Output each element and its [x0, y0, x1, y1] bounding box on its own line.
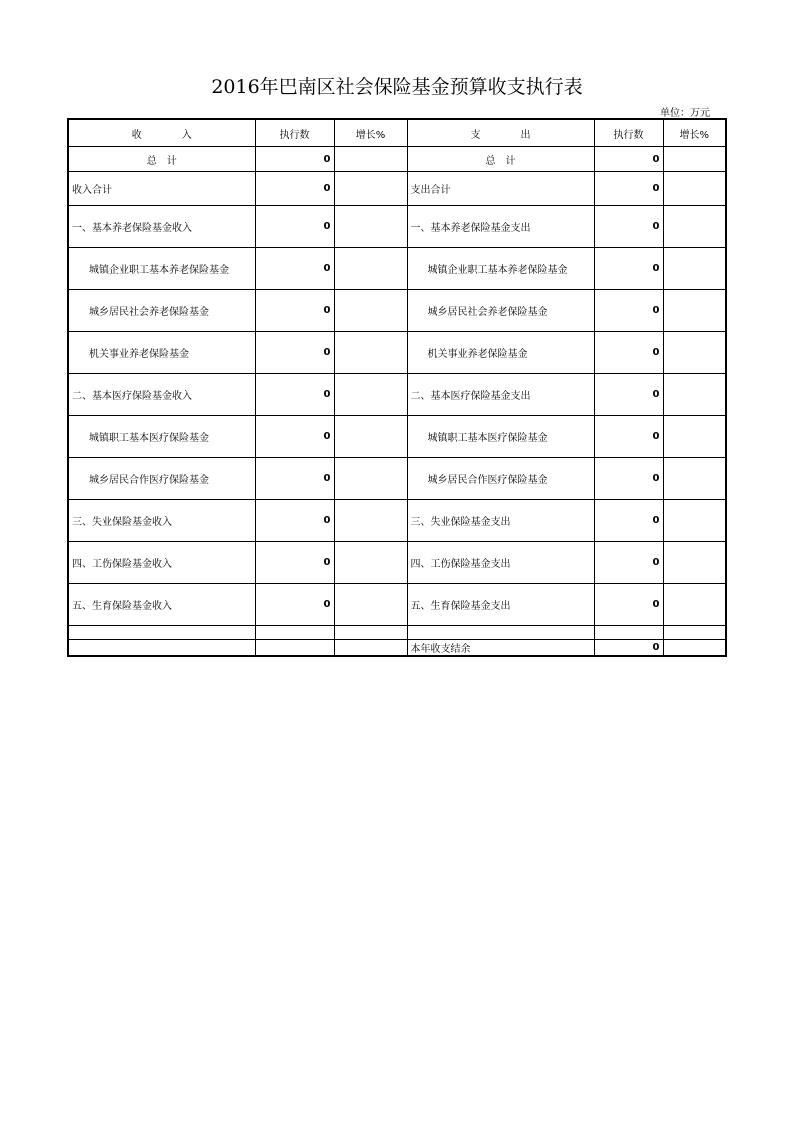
income-growth — [334, 290, 407, 332]
expense-value: 0 — [594, 374, 663, 416]
income-growth — [334, 206, 407, 248]
expense-label: 三、失业保险基金支出 — [407, 500, 594, 542]
income-value: 0 — [255, 458, 334, 500]
table-row — [68, 626, 726, 640]
expense-value: 0 — [594, 290, 663, 332]
expense-value: 0 — [594, 542, 663, 584]
expense-growth — [663, 416, 726, 458]
table-row — [68, 640, 726, 657]
income-value: 0 — [255, 147, 334, 172]
income-label: 城乡居民社会养老保险基金 — [68, 290, 255, 332]
table-row — [68, 374, 726, 416]
expense-label: 支出合计 — [407, 172, 594, 206]
income-label: 一、基本养老保险基金收入 — [68, 206, 255, 248]
table-row — [68, 500, 726, 542]
income-header: 收 入 — [68, 119, 255, 147]
expense-value: 0 — [594, 416, 663, 458]
income-growth — [334, 332, 407, 374]
expense-value: 0 — [594, 147, 663, 172]
income-value: 0 — [255, 290, 334, 332]
expense-growth — [663, 542, 726, 584]
income-label: 五、生育保险基金收入 — [68, 584, 255, 626]
income-label: 机关事业养老保险基金 — [68, 332, 255, 374]
expense-label: 四、工伤保险基金支出 — [407, 542, 594, 584]
expense-label: 二、基本医疗保险基金支出 — [407, 374, 594, 416]
table-row — [68, 290, 726, 332]
income-growth — [334, 626, 407, 640]
expense-label: 城乡居民合作医疗保险基金 — [407, 458, 594, 500]
income-growth — [334, 416, 407, 458]
unit-label: 单位：万元 — [660, 108, 710, 119]
table-row — [68, 542, 726, 584]
income-value: 0 — [255, 584, 334, 626]
income-growth — [334, 542, 407, 584]
income-growth — [334, 640, 407, 657]
table-row — [68, 172, 726, 206]
expense-growth — [663, 248, 726, 290]
expense-label: 城镇企业职工基本养老保险基金 — [407, 248, 594, 290]
table-row — [68, 458, 726, 500]
income-value: 0 — [255, 172, 334, 206]
income-value: 0 — [255, 248, 334, 290]
expense-label: 本年收支结余 — [407, 640, 594, 657]
income-value: 0 — [255, 416, 334, 458]
header-row — [68, 119, 726, 147]
income-growth — [334, 500, 407, 542]
expense-growth — [663, 290, 726, 332]
expense-growth — [663, 626, 726, 640]
income-growth — [334, 248, 407, 290]
income-value: 0 — [255, 542, 334, 584]
expense-label: 一、基本养老保险基金支出 — [407, 206, 594, 248]
income-label — [68, 640, 255, 657]
income-growth — [334, 584, 407, 626]
expense-value — [594, 626, 663, 640]
income-value — [255, 626, 334, 640]
expense-value: 0 — [594, 584, 663, 626]
expense-value: 0 — [594, 248, 663, 290]
expense-value: 0 — [594, 640, 663, 657]
expense-value: 0 — [594, 332, 663, 374]
income-value — [255, 640, 334, 657]
income-value: 0 — [255, 500, 334, 542]
expense-value: 0 — [594, 206, 663, 248]
table-row — [68, 332, 726, 374]
expense-exec-header: 执行数 — [594, 119, 663, 147]
income-value: 0 — [255, 332, 334, 374]
income-label: 四、工伤保险基金收入 — [68, 542, 255, 584]
income-value: 0 — [255, 374, 334, 416]
page-title: 2016年巴南区社会保险基金预算收支执行表 — [211, 76, 583, 98]
table-row — [68, 248, 726, 290]
expense-label: 总 计 — [407, 147, 594, 172]
expense-growth-header: 增长% — [663, 119, 726, 147]
expense-growth — [663, 374, 726, 416]
income-growth — [334, 172, 407, 206]
expense-growth — [663, 206, 726, 248]
expense-value: 0 — [594, 172, 663, 206]
expense-growth — [663, 584, 726, 626]
income-label — [68, 626, 255, 640]
income-label: 城乡居民合作医疗保险基金 — [68, 458, 255, 500]
expense-label: 城乡居民社会养老保险基金 — [407, 290, 594, 332]
table-row — [68, 584, 726, 626]
income-growth-header: 增长% — [334, 119, 407, 147]
income-label: 总 计 — [68, 147, 255, 172]
income-label: 城镇企业职工基本养老保险基金 — [68, 248, 255, 290]
income-label: 城镇职工基本医疗保险基金 — [68, 416, 255, 458]
budget-table — [67, 118, 727, 657]
income-growth — [334, 374, 407, 416]
income-growth — [334, 458, 407, 500]
income-label: 收入合计 — [68, 172, 255, 206]
income-label: 二、基本医疗保险基金收入 — [68, 374, 255, 416]
income-exec-header: 执行数 — [255, 119, 334, 147]
income-growth — [334, 147, 407, 172]
expense-label: 机关事业养老保险基金 — [407, 332, 594, 374]
table-row — [68, 206, 726, 248]
expense-value: 0 — [594, 458, 663, 500]
expense-header: 支 出 — [407, 119, 594, 147]
expense-growth — [663, 172, 726, 206]
expense-value: 0 — [594, 500, 663, 542]
expense-growth — [663, 147, 726, 172]
expense-growth — [663, 332, 726, 374]
expense-label: 城镇职工基本医疗保险基金 — [407, 416, 594, 458]
expense-growth — [663, 640, 726, 657]
table-row — [68, 147, 726, 172]
expense-growth — [663, 458, 726, 500]
income-value: 0 — [255, 206, 334, 248]
table-row — [68, 416, 726, 458]
expense-label — [407, 626, 594, 640]
expense-growth — [663, 500, 726, 542]
income-label: 三、失业保险基金收入 — [68, 500, 255, 542]
expense-label: 五、生育保险基金支出 — [407, 584, 594, 626]
